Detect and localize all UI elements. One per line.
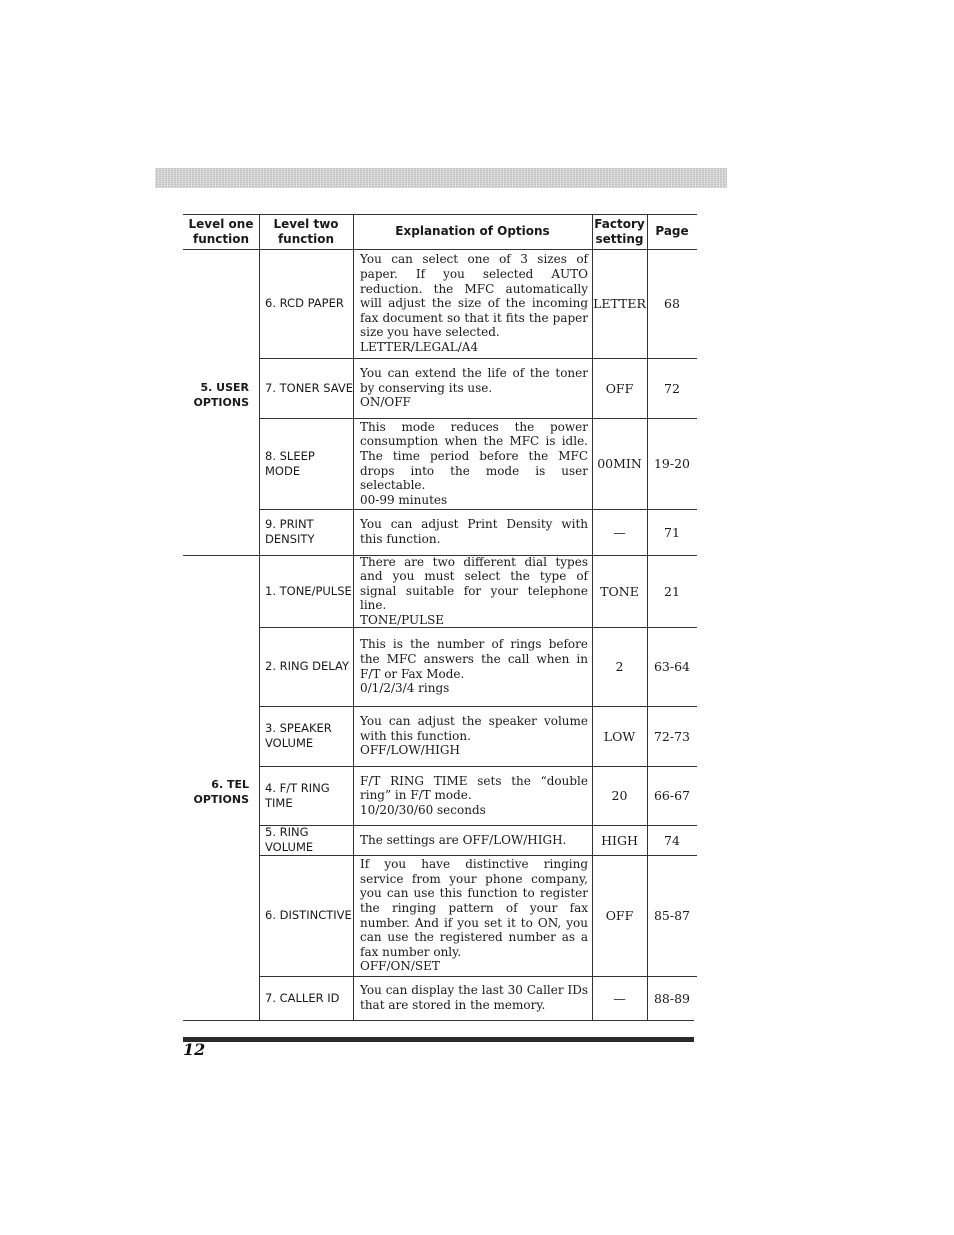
row-page: 19-20 (653, 456, 691, 471)
row-explanation: There are two different dial types and you must select the type of signal suitable for your telephone line. TONE/PULSE (360, 554, 588, 627)
row-page: 71 (664, 524, 680, 540)
row-explanation: You can extend the life of the toner by conserving its use. ON/OFF (360, 366, 588, 410)
row-function: 7. CALLER ID (265, 990, 340, 1005)
row-explanation: You can select one of 3 sizes of paper. If you selected AUTO reduction. the MFC automatically will adjust the size of the incoming fax document so that it fits the paper size you have selected. LETTER/LEGAL/A4 (360, 252, 588, 354)
row-function: 6. RCD PAPER (265, 296, 344, 310)
row-explanation: If you have distinctive ringing service from your phone company, you can use this function to register the ringing pattern of your fax number. And if you set it to ON, you can use the registered number as a fax number only. OFF/ON/SET (360, 857, 588, 974)
row-page: 63-64 (653, 659, 691, 674)
header-level-two: Level two function (273, 216, 339, 246)
row-factory-setting: OFF (605, 380, 634, 396)
row-function: 9. PRINT DENSITY (265, 517, 315, 546)
row-page: 72-73 (653, 728, 691, 744)
row-function: 3. SPEAKER VOLUME (265, 721, 332, 750)
header-level-one: Level one function (188, 216, 254, 246)
row-factory-setting: 2 (615, 659, 624, 674)
row-page: 85-87 (653, 908, 691, 923)
row-page: 66-67 (653, 788, 691, 803)
footer-rule (183, 1037, 694, 1042)
row-function: 7. TONER SAVE (265, 380, 353, 395)
row-factory-setting: OFF (605, 908, 634, 923)
row-explanation: This is the number of rings before the MFC answers the call when in F/T or Fax Mode. 0/1/2/3/4 rings (360, 637, 588, 696)
row-page: 68 (664, 296, 680, 311)
header-explanation: Explanation of Options (395, 224, 550, 238)
row-function: 5. RING VOLUME (265, 825, 314, 854)
header-decoration-band (155, 168, 727, 188)
row-factory-setting: 00MIN (597, 456, 642, 471)
row-function: 2. RING DELAY (265, 659, 349, 673)
row-factory-setting: LOW (603, 728, 636, 744)
row-function: 1. TONE/PULSE (265, 583, 352, 598)
row-page: 74 (664, 832, 680, 848)
row-page: 88-89 (653, 990, 691, 1006)
row-explanation: The settings are OFF/LOW/HIGH. (360, 832, 567, 847)
row-function: 6. DISTINCTIVE (265, 908, 352, 922)
group-tel-options: 6. TEL OPTIONS (193, 778, 249, 806)
row-page: 21 (664, 583, 680, 599)
row-function: 8. SLEEP MODE (265, 448, 315, 478)
page-number: 12 (183, 1040, 206, 1059)
row-explanation: F/T RING TIME sets the “double ring” in F/T mode. 10/20/30/60 seconds (360, 773, 588, 817)
row-function: 4. F/T RING TIME (265, 780, 330, 810)
row-factory-setting: 20 (611, 788, 628, 803)
row-page: 72 (664, 380, 680, 396)
table-bottom-rule (183, 1020, 694, 1021)
group-user-options: 5. USER OPTIONS (193, 381, 249, 409)
row-factory-setting: — (613, 524, 626, 540)
row-explanation: You can adjust the speaker volume with this function. OFF/LOW/HIGH (360, 714, 588, 758)
row-explanation: This mode reduces the power consumption when the MFC is idle. The time period before the MFC drops into the mode is user selectable. 00-99 minutes (360, 419, 588, 507)
row-explanation: You can adjust Print Density with this function. (360, 517, 588, 546)
header-factory-setting: Factory setting (594, 216, 645, 246)
row-factory-setting: LETTER (593, 296, 646, 311)
row-factory-setting: HIGH (601, 832, 638, 848)
row-explanation: You can display the last 30 Caller IDs that are stored in the memory. (360, 983, 588, 1012)
row-factory-setting: — (613, 990, 626, 1006)
header-page: Page (655, 224, 689, 238)
row-factory-setting: TONE (600, 583, 639, 599)
